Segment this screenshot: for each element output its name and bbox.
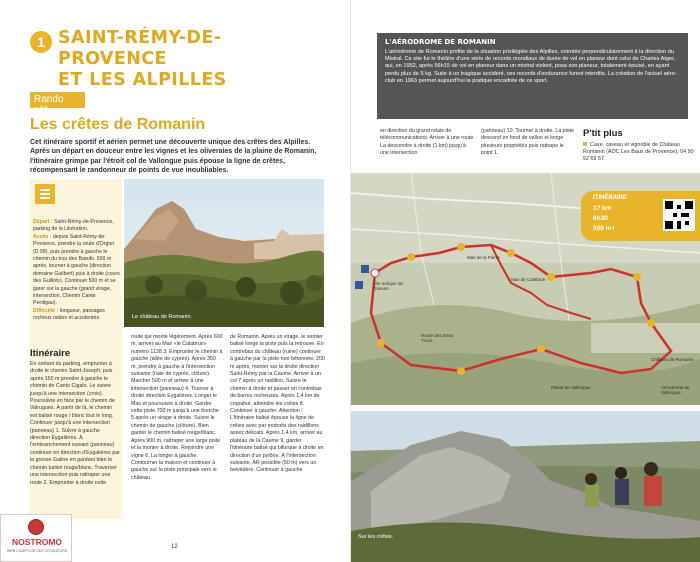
chapter-number: 1 (30, 31, 52, 53)
ptit-plus-item (583, 142, 695, 163)
depart-text: Saint-Rémy-de-Provence, parking de la Libération. (33, 219, 114, 233)
qr-code-icon (663, 199, 695, 231)
difficulte-label: Difficulté : (33, 307, 59, 314)
ptit-plus-text: Cave, caveau et vignoble de Château Romanin (AOC Les Baux de Provence), 04 90 92 69 57. (583, 142, 694, 162)
chapter-title (58, 28, 328, 91)
aerodrome-box (377, 33, 688, 119)
nostromo-logo (0, 514, 72, 562)
acces-label: Accès : (33, 233, 52, 240)
right-page (350, 0, 700, 562)
chapter-title-line2: ET LES ALPILLES (58, 70, 227, 90)
globe-icon (28, 519, 44, 535)
chapter-title-line1: SAINT-RÉMY-DE-PROVENCE (58, 28, 222, 69)
landscape-image (124, 179, 324, 327)
itinerary-label: ITINÉRAIRE (593, 195, 628, 201)
map-label-chateau: Château de Romanin (651, 357, 694, 362)
rando-title: Les crêtes de Romanin (30, 116, 206, 133)
itineraire-heading: Itinéraire (30, 348, 71, 359)
itinerary-col3: de Romanin. Après un virage, le sentier balisé longe la piste puis la retrouve. En contrebas du château (ruine) continuer à gauche par la piste non bétonnée. 200 m après, monter sur la droite direction Saint-Rémy par la Caume. Arriver à un col 7 après un raidillon. Suivre le chemin à droite et passer en contrebas de barres rocheuses. Après 1,4 km de crapahut, atteindre les crêtes 8. Continuer à gauche. Attention ! L'itinéraire balisé épouse la ligne de crêtes avec par endroits des raidillons assez délicats. Après 1,4 km, arriver au plateau de la Caume 9, garder l'itinéraire balisé qui bifurque à droite en direction d'un pylône. À l'intersection suivante, AR possible (50 m) vers un belvédère. Continuer à gauche (230, 334, 325, 474)
page-number: 12 (171, 544, 178, 550)
itinerary-col-a: en direction du grand relais de télécommunications. Arriver à une route. La descendre à droite (1 km) jusqu'à une intersection (380, 128, 475, 157)
logo-brand: NOSTROMO (11, 537, 63, 547)
itinerary-col2: route qui monte légèrement. Après 600 m, arriver au Mas «le Calabrun» numéro 1128 3. Emprunter le chemin à gauche (allée de cyprès). Après 350 m, prendre à gauche à l'intersection suivante (haie de cyprès, clôture). Marcher 500 m et arriver à une intersection (panneau) 4. Tourner à droite direction Eygalières. Longer le Mas et poursuivre à droite. Garder cette piste 700 m jusqu'à une fourche 5 après un virage à droite. Suivre le chemin de gauche (clôture). Bien garder le chemin balisé rouge/blanc. Après 900 m, rattraper une large piste et la monter à droite. Rejoindre une vigne 6. La longer à gauche. Contourner la maison et continuer à gauche sur la piste principale vers le château (131, 334, 223, 481)
map-label-calabrun: Mas de Calabrun (511, 277, 546, 282)
acces-text: depuis Saint-Rémy-de-Provence, prendre la route d'Orgon (D 99), puis prendre à gauche le chemin du trou des Bœufs. 500 m après, tourner à gauche (direction domaine Guilbert) puis à droite (cours des Guillots). Continuer 500 m et se garer sur la gauche (grand virage, intersection, Chemin Cante Perdigau). (33, 233, 120, 307)
photo-caption-2: Sur les crêtes. (358, 534, 394, 540)
aerodrome-text: L'aérodrome de Romanin profite de la situation privilégiée des Alpilles, orientée perpendiculairement à la direction du Mistral. Ce site fut le théâtre d'une série de records mondiaux de durée de vol en planeur dont celui de Charles Atger, qui, en 1952, après 56h15 de vol en planeur dans un mistral violent, posa son planeur, totalement épuisé, en ayant perdu plus de 5 kg. Suite à un tragique accident, ces records d'endurance furent interdits. La création de l'actuel aéro-club en 1963 permet aujourd'hui la pratique encadrée de ce sport. (385, 49, 677, 84)
itinerary-badge (581, 191, 700, 241)
intro-text: Cet itinéraire sportif et aérien permet une découverte unique des crêtes des Alpilles. Après un départ en douceur entre les vignes et les oliveraies de la plaine de Romanin, l'itinéraire grimpe par l'étroit col de Vallongue puis épouse la ligne de crêtes, récompensant le randonneur de points de vue inoubliables. (30, 139, 317, 174)
sidebar-text (33, 219, 120, 323)
list-icon (35, 184, 55, 204)
map-label-plaine: Plaine de Vallongue (551, 385, 591, 390)
itinerary-distance: 17 km (593, 205, 612, 212)
cretes-photo (351, 411, 700, 562)
route-map (351, 173, 700, 405)
itinerary-elevation: 500 m+ (593, 225, 616, 232)
difficulte-text: longueur, passages rocheux raides et accidentés. (33, 307, 105, 322)
ptit-plus-title: P'tit plus (583, 128, 623, 139)
logo-subtitle: WEB COMPTOIR DES VOYAGEURS (6, 549, 68, 553)
map-label-pierre: Mas de la Pierre (467, 255, 500, 260)
itinerary-col-b: (panneau) 10. Tourner à droite. La piste descend en fond de vallon et longe plusieurs propriétés puis rattrape le point 1. (481, 128, 574, 157)
itinerary-col1: En sortant du parking, emprunter à droite le chemin Saint-Joseph, puis après 150 m prendre à gauche le chemin de Canto Cigalo. Le suivre jusqu'à une intersection (croix). Poursuivre en face par le chemin de Valrugues. À partir de là, le chemin est balisé rouge / blanc tout le long. Continuer jusqu'à une intersection (panneau) 1. Suivre à gauche direction Eygalières. À l'embranchement suivant (panneau) continuer en direction d'Eygalières par la grosse Galine en gardant bien le chemin balisé rouge/blanc. Traverser une intersection puis rattraper une route 2. Emprunter à droite cette (30, 361, 120, 486)
bullet-icon (583, 142, 587, 146)
hikers-image (351, 411, 700, 562)
photo-caption: Le château de Romanin. (132, 314, 192, 320)
aerodrome-title: L'AÉRODROME DE ROMANIN (385, 38, 496, 46)
itinerary-duration: 6h30 (593, 215, 608, 222)
map-label-glanum: Site antique de Glanum (373, 281, 404, 291)
rando-tag: Rando n°1 (30, 92, 85, 108)
romanin-photo (124, 179, 324, 327)
map-label-deux-trous: Route des Deux Trous (421, 333, 454, 343)
map-label-aerodrome: Aérodrome de Vallongue (661, 385, 690, 395)
depart-label: Départ : (33, 219, 53, 225)
